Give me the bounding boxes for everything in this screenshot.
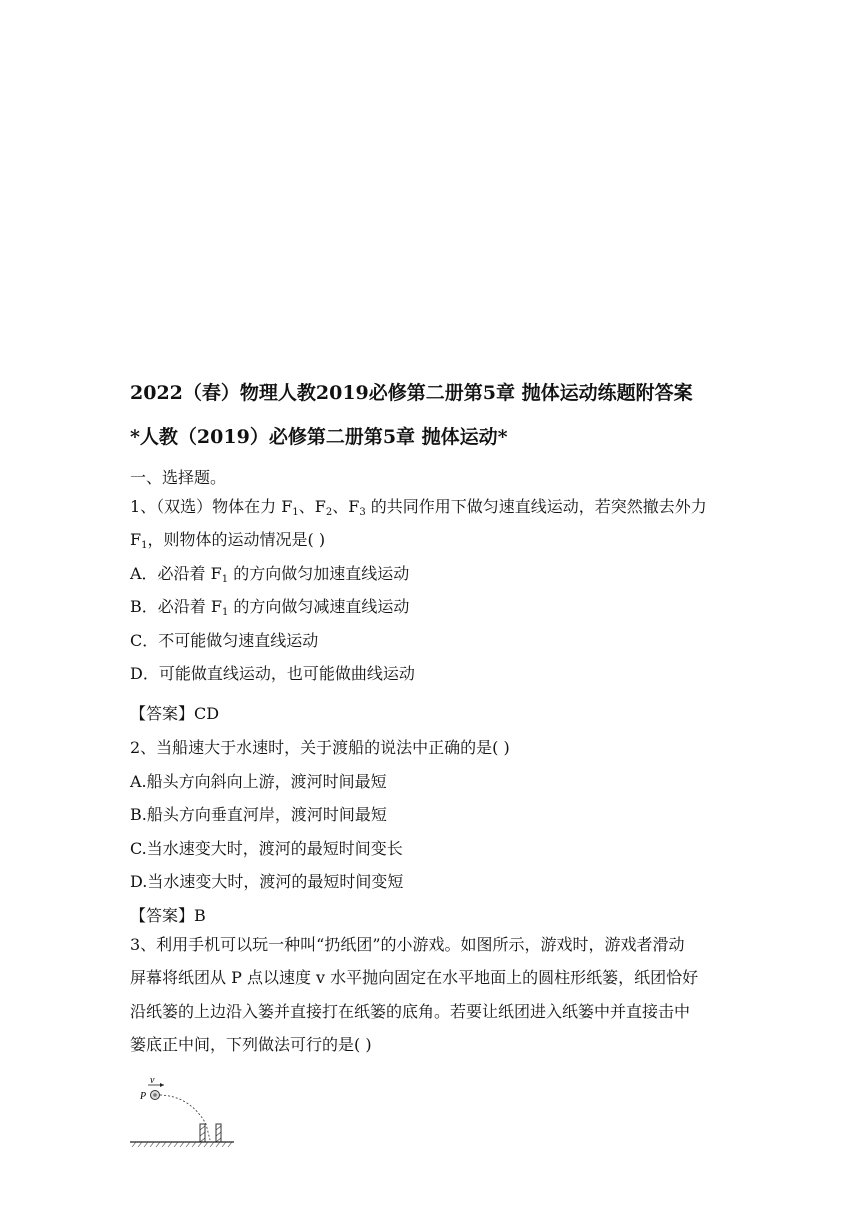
q1-option-b <box>130 597 409 617</box>
q1-stem-part: 、F <box>298 497 326 516</box>
q1-option-part: A．必沿着 F <box>130 564 222 583</box>
doc-subtitle: *人教（2019）必修第二册第5章 抛体运动* <box>130 426 508 448</box>
q1-option-part: 的方向做匀加速直线运动 <box>228 564 410 583</box>
q1-subscript: 2 <box>325 507 333 518</box>
q1-stem-line2 <box>130 530 325 550</box>
q1-subscript: 1 <box>292 507 299 518</box>
q1-option-d: D．可能做直线运动，也可能做曲线运动 <box>130 664 415 683</box>
velocity-arrowhead <box>160 1083 164 1087</box>
doc-title: 2022（春）物理人教2019必修第二册第5章 抛体运动练题附答案 <box>130 382 693 404</box>
section-heading: 一、选择题。 <box>130 468 227 487</box>
q3-stem-line4: 篓底正中间，下列做法可行的是( ) <box>130 1035 372 1054</box>
q2-answer: 【答案】B <box>130 906 206 925</box>
q1-option-c: C．不可能做匀速直线运动 <box>130 631 319 650</box>
q1-subscript: 3 <box>359 507 366 518</box>
q2-stem: 2、当船速大于水速时，关于渡船的说法中正确的是( ) <box>130 738 510 757</box>
q1-stem-line1 <box>130 497 707 517</box>
q1-subscript: 1 <box>221 574 229 585</box>
q1-option-part: 的方向做匀减速直线运动 <box>228 597 410 616</box>
q2-option-b: B.船头方向垂直河岸，渡河时间最短 <box>130 805 387 824</box>
q1-stem-part: ，则物体的运动情况是( ) <box>147 530 326 549</box>
q1-option-part: B．必沿着 F <box>130 597 222 616</box>
q1-stem-part: F <box>130 530 142 549</box>
velocity-label: v <box>150 1075 155 1086</box>
q1-stem-part: 的共同作用下做匀速直线运动，若突然撤去外力 <box>365 497 707 516</box>
q1-answer: 【答案】CD <box>130 704 220 723</box>
ground-hatching <box>132 1142 232 1147</box>
q3-figure <box>130 1074 240 1154</box>
q3-stem-line1: 3、利用手机可以玩一种叫“扔纸团”的小游戏。如图所示，游戏时，游戏者滑动 <box>130 935 685 954</box>
q2-option-c: C.当水速变大时，渡河的最短时间变长 <box>130 839 403 858</box>
q2-option-d: D.当水速变大时，渡河的最短时间变短 <box>130 872 404 891</box>
point-p-label: P <box>140 1091 147 1102</box>
q1-subscript: 1 <box>221 607 229 618</box>
paper-ball-center <box>153 1093 157 1097</box>
q1-stem-part: 、F <box>332 497 360 516</box>
q1-subscript: 1 <box>141 540 148 551</box>
q1-option-a <box>130 564 409 584</box>
q1-stem-part: 1、（双选）物体在力 F <box>130 497 293 516</box>
q3-stem-line3: 沿纸篓的上边沿入篓并直接打在纸篓的底角。若要让纸团进入纸篓中并直接击中 <box>130 1002 691 1021</box>
q2-option-a: A.船头方向斜向上游，渡河时间最短 <box>130 772 387 791</box>
q3-stem-line2: 屏幕将纸团从 P 点以速度 v 水平抛向固定在水平地面上的圆柱形纸篓，纸团恰好 <box>130 968 699 987</box>
